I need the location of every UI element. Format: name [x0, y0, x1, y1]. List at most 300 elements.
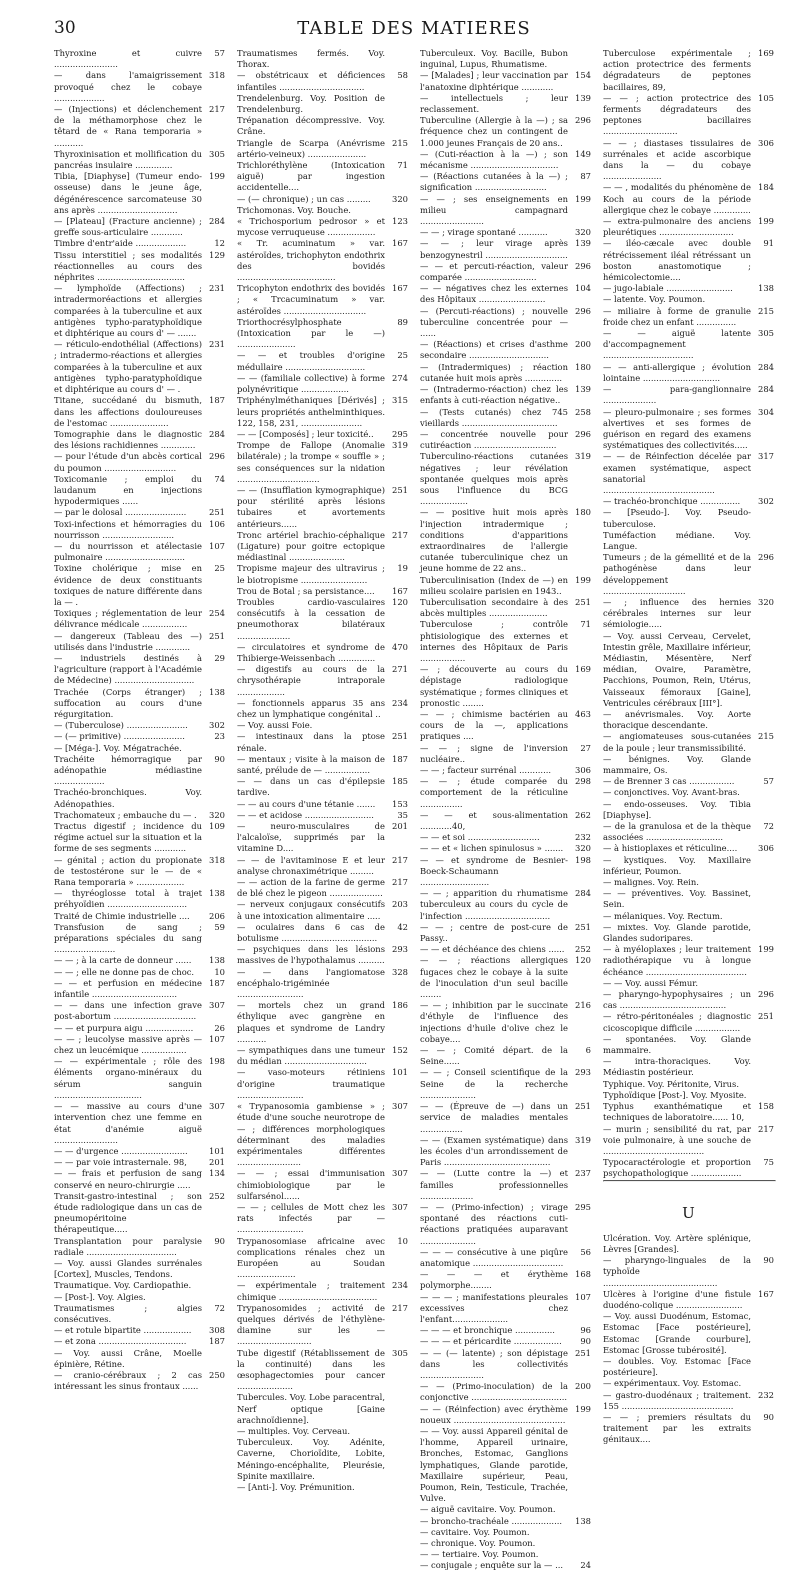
index-entry [237, 194, 408, 205]
index-entry-text: — cranio-cérébraux ; 2 cas intéressant les sinus frontaux ...... [54, 1369, 202, 1392]
index-entry-text: — — [Composés] ; leur toxicité.. [237, 428, 374, 439]
index-entry [237, 1067, 408, 1101]
index-entry [54, 1280, 225, 1291]
index-entry-text: — — Voy. aussi Appareil génital de l'homme, Appareil urinaire, Bronches, Estomac, Ganglions lymphatiques, Glande parotide, Maxillaire supérieur, Peau, Poumon, Rein, Testicule, Trachée, Vulve. [420, 1425, 568, 1504]
index-entry-page: 90 [763, 1411, 774, 1422]
index-entry-text: — — ; action protectrice des ferments dégradateurs des peptones bacillaires ............................ [603, 92, 751, 137]
index-entry-text: — (— primitive) ....................... [54, 731, 185, 742]
index-entry [603, 855, 774, 877]
index-entry [603, 552, 774, 597]
index-entry-page: 90 [214, 753, 225, 764]
index-entry-page: 262 [575, 809, 591, 820]
index-entry [237, 1392, 408, 1426]
index-entry-text: Titane, succédané du bismuth, dans les affections douloureuses de l'estomac ...................... [54, 395, 202, 428]
index-entry-text: — (Percuti-réactions) ; nouvelle tuberculine concentrée pour — ...... [420, 305, 568, 339]
index-entry-text: — psychiques dans les lésions massives de l'hypothalamus .......... [237, 944, 385, 966]
index-entry-page: 139 [575, 92, 591, 103]
index-entry [237, 138, 408, 160]
index-entry-page: 318 [209, 70, 225, 81]
index-entry-text: — — et déchéance des chiens ...... [420, 944, 565, 955]
index-entry-text: — — ; Conseil scientifique de la Seine de la recherche ..................... [420, 1067, 568, 1100]
index-entry-page: 25 [397, 350, 408, 361]
index-entry-text: « Tr. acuminatum » var. astéroïdes, trichophyton endothrix des bovidés ..................................... [237, 238, 385, 283]
index-entry [237, 563, 408, 585]
index-entry-text: Trachée (Corps étranger) ; suffocation au cours d'une régurgitation. [54, 686, 202, 719]
index-entry-text: — (Tests cutanés) chez 745 vieillards .................................... [420, 406, 568, 428]
index-entry-page: 199 [758, 944, 774, 955]
index-entry-text: Tuberculinisation (Index de —) en milieu scolaire parisien en 1943.. [420, 574, 568, 596]
index-entry-page: 154 [575, 70, 591, 81]
index-entry-page: 319 [575, 451, 591, 462]
index-entry-page: 305 [209, 148, 225, 159]
index-entry [420, 149, 591, 171]
index-entry-text: — — expérimentale ; rôle des éléments organo-minéraux du sérum sanguin ................................. [54, 1056, 202, 1100]
index-entry-text: Thyroxinisation et mollification du pancréas insulaire .............. [54, 148, 202, 171]
index-entry-text: — — dans une infection grave post-abortum ............................... [54, 1000, 202, 1022]
index-entry-text: Thyroxine et cuivre ........................ [54, 48, 202, 70]
index-entry-text: — [Méga-]. Voy. Mégatrachée. [54, 742, 182, 753]
index-entry-text: — intra-thoraciques. Voy. Médiastin postérieur. [603, 1056, 751, 1078]
index-entry-text: — oculaires dans 6 cas de botulisme .................................... [237, 921, 385, 944]
index-entry [420, 48, 591, 70]
index-entry-text: — réticulo-endothélial (Affections) ; intradermo-réactions et allergies comparées à la tuberculine et aux antigènes typho-paratyphoïdique et diphtérique au cours d' — . [54, 339, 202, 395]
index-entry-text: — — (Primo-inoculation) de la conjonctive .................................... [420, 1381, 568, 1403]
index-entry-page: 120 [575, 955, 591, 966]
index-entry-text: — — et sous-alimentation ............40, [420, 809, 568, 832]
index-entry [237, 664, 408, 698]
index-entry-text: — concentrée nouvelle pour cutiréaction ............................... [420, 428, 568, 451]
column-4-entries [603, 48, 774, 1180]
index-entry [603, 989, 774, 1011]
index-entry [237, 731, 408, 753]
index-entry [603, 597, 774, 631]
index-entry-page: 296 [575, 260, 591, 271]
index-entry [54, 1292, 225, 1303]
index-entry-text: Tronc artériel brachio-céphalique (Ligature) pour goitre ectopique médiastinal ..................... [237, 529, 385, 563]
index-entry [420, 451, 591, 507]
index-entry-text: — expérimentale ; traitement chimique ..................................... [237, 1280, 385, 1302]
index-entry [420, 922, 591, 944]
index-entry-text: — et zona ................................. [54, 1336, 187, 1347]
index-entry-text: Tube digestif (Rétablissement de la continuité) dans les œsophagectomies pour cancer ..................... [237, 1347, 385, 1392]
index-entry [420, 1045, 591, 1067]
index-entry-text: Transfusion de sang ; préparations spéciales du sang ....................... [54, 921, 202, 955]
index-entry-page: 216 [575, 1000, 591, 1011]
index-entry-page: 27 [580, 742, 591, 753]
index-entry [54, 720, 225, 731]
index-entry [603, 1090, 774, 1101]
index-entry-text: — (— chronique) ; un cas ......... [237, 193, 371, 204]
index-entry-page: 167 [392, 283, 408, 294]
index-column-2 [237, 48, 408, 1492]
index-entry-page: 74 [214, 473, 225, 484]
index-entry [237, 1303, 408, 1348]
index-entry [237, 485, 408, 530]
index-entry [603, 530, 774, 552]
index-entry [603, 306, 774, 328]
index-entry-page: 217 [209, 104, 225, 115]
index-entry-text: — — — et péricardite .................. [420, 1336, 562, 1347]
index-entry-page: 200 [575, 1381, 591, 1392]
index-entry-text: — (Intradermiques) ; réaction cutanée huit mois après .............. [420, 361, 568, 383]
index-entry-page: 254 [209, 608, 225, 619]
index-entry [603, 1356, 774, 1378]
index-entry [603, 631, 774, 709]
index-entry-page: 251 [392, 731, 408, 742]
index-entry [54, 754, 225, 788]
index-entry [237, 283, 408, 317]
index-entry-page: 187 [209, 977, 225, 988]
index-entry [420, 339, 591, 361]
index-entry-page: 185 [392, 776, 408, 787]
index-entry-text: — — — et bronchique ............... [420, 1325, 555, 1336]
index-entry-text: — kystiques. Voy. Maxillaire inférieur, Poumon. [603, 854, 751, 876]
index-entry-page: 25 [214, 563, 225, 574]
index-entry-page: 284 [758, 361, 774, 372]
index-entry-text: « Trichosporium pedrosor » et mycose verruqueuse .................. [237, 216, 385, 238]
index-entry-text: — latente. Voy. Poumon. [603, 294, 706, 305]
index-entry-page: 305 [758, 328, 774, 339]
index-entry-page: 90 [580, 1336, 591, 1347]
index-entry-text: — extra-pulmonaire des anciens pleurétiques ............................ [603, 216, 751, 238]
index-entry [420, 362, 591, 384]
index-entry-page: 203 [392, 899, 408, 910]
index-entry [237, 317, 408, 351]
index-entry-text: — — négatives chez les externes des Hôpitaux ......................... [420, 283, 568, 305]
index-entry-page: 139 [575, 384, 591, 395]
index-entry [603, 709, 774, 731]
index-entry [54, 653, 225, 687]
index-entry-text: Transplantation pour paralysie radiale .................................. [54, 1235, 202, 1257]
index-entry [420, 944, 591, 955]
index-entry [420, 1292, 591, 1326]
index-entry-page: 89 [397, 316, 408, 327]
index-entry [420, 1381, 591, 1403]
index-entry-page: 200 [575, 339, 591, 350]
index-columns [54, 48, 774, 1571]
index-entry-text: — [Malades] ; leur vaccination par l'anatoxine diphtérique ............ [420, 70, 568, 92]
index-entry-text: — [Anti-]. Voy. Prémunition. [237, 1482, 355, 1492]
index-entry-page: 35 [397, 809, 408, 820]
index-entry-page: 152 [392, 1045, 408, 1056]
index-entry [54, 563, 225, 608]
index-entry-text: — digestifs au cours de la chrysothérapie intraporale .................. [237, 664, 385, 697]
index-entry-text: — conjonctives. Voy. Avant-bras. [603, 787, 740, 798]
index-entry [420, 855, 591, 889]
index-entry-page: 187 [209, 1336, 225, 1347]
index-entry [54, 451, 225, 473]
index-entry [54, 250, 225, 284]
index-entry [54, 631, 225, 653]
index-entry [54, 283, 225, 339]
index-entry [54, 1168, 225, 1190]
index-entry-page: 167 [758, 1288, 774, 1299]
index-entry-text: — pharyngo-hypophysaires ; un cas ........................................ [603, 989, 751, 1011]
index-entry [54, 743, 225, 754]
index-entry-page: 138 [209, 686, 225, 697]
index-entry-text: — — ; elle ne donne pas de choc. [54, 966, 195, 977]
index-entry [237, 642, 408, 664]
index-entry [237, 698, 408, 720]
index-entry [603, 978, 774, 989]
index-column-3 [420, 48, 591, 1571]
index-entry-text: — para-ganglionnaire .................... [603, 384, 751, 406]
index-entry-text: — — par voie intrasternale. 98, [54, 1157, 187, 1168]
index-entry-text: — génital ; action du propionate de testostérone sur le — de « Rana temporaria » .................. [54, 854, 202, 888]
index-entry-text: — murin ; sensibilité du rat, par voie pulmonaire, à une souche de ...................................... [603, 1123, 751, 1156]
index-entry [603, 888, 774, 910]
index-entry [237, 944, 408, 966]
index-entry-text: Tuberculose ; contrôle phtisiologique des externes et internes des Hôpitaux de Paris ................. [420, 619, 568, 663]
index-entry-text: — rétro-péritonéales ; diagnostic cicoscopique difficile ................. [603, 1011, 751, 1033]
index-entry-text: Ulcération. Voy. Artère splénique, Lèvres [Grandes]. [603, 1232, 751, 1254]
index-entry-page: 198 [575, 854, 591, 865]
index-entry [420, 765, 591, 776]
index-entry-page: 120 [392, 596, 408, 607]
index-entry [237, 1000, 408, 1045]
index-entry-page: 169 [575, 664, 591, 675]
index-entry [54, 1370, 225, 1392]
index-entry [237, 967, 408, 1001]
index-entry-text: — — ; chimisme bactérien au cours de la —, applications pratiques .... [420, 708, 568, 742]
index-entry [603, 1289, 774, 1311]
index-entry-page: 319 [575, 1134, 591, 1145]
index-column-1 [54, 48, 225, 1392]
index-entry-text: — — ; virage spontané ........... [420, 227, 548, 238]
index-entry-page: 295 [575, 1201, 591, 1212]
index-entry-page: 307 [392, 1201, 408, 1212]
index-entry-text: Tractus digestif ; incidence du régime actuel sur la situation et la forme de ses segments ............ [54, 821, 202, 854]
index-entry [603, 1011, 774, 1033]
index-entry [237, 429, 408, 440]
index-entry [603, 1124, 774, 1158]
index-entry [237, 216, 408, 238]
page-header [54, 14, 774, 48]
index-entry-page: 91 [763, 238, 774, 249]
index-entry-text: — — aiguë latente d'accompagnement .................................. [603, 328, 751, 361]
index-entry [603, 328, 774, 362]
index-entry-page: 215 [758, 731, 774, 742]
index-entry-page: 302 [758, 496, 774, 507]
index-entry [603, 1255, 774, 1289]
index-entry-text: — de Brenner 3 cas ................. [603, 776, 735, 787]
index-entry-text: — — (Épreuve de —) dans un service de maladies mentales ................ [420, 1101, 568, 1134]
index-entry-text: Trichloréthylène (Intoxication aiguë) par ingestion accidentelle.... [237, 160, 385, 193]
index-entry [420, 93, 591, 115]
index-entry-text: Tuberculisation secondaire à des abcès multiples ...................... [420, 596, 568, 619]
index-entry-text: — neuro-musculaires de l'alcaloïse, supprimés par la vitamine D.... [237, 821, 385, 854]
index-entry-page: 305 [392, 1347, 408, 1358]
index-entry [54, 104, 225, 149]
index-entry-page: 258 [575, 406, 591, 417]
index-entry [603, 787, 774, 798]
index-entry [237, 1236, 408, 1281]
index-entry [420, 1516, 591, 1527]
index-entry-page: 251 [575, 1101, 591, 1112]
index-entry-page: 293 [575, 1067, 591, 1078]
index-entry-page: 199 [758, 216, 774, 227]
index-entry-text: « Trypanosomia gambiense » ; étude d'une souche neurotrope de — ; différences morphologiques déterminant des maladies expérimentales différentes ........................ [237, 1101, 385, 1168]
index-entry [603, 138, 774, 183]
index-entry [420, 227, 591, 238]
index-entry-text: — — (Primo-infection) ; virage spontané des réactions cuti-réactions pratiquées auparavant ..................... [420, 1201, 568, 1246]
index-entry [54, 821, 225, 855]
index-entry-page: 199 [575, 193, 591, 204]
index-entry-text: — vaso-moteurs rétiniens d'origine traumatique ......................... [237, 1067, 385, 1100]
index-entry-page: 237 [575, 1168, 591, 1179]
index-entry-text: — — action de la farine de germe de blé chez le pigeon .................... [237, 877, 385, 899]
index-entry [54, 519, 225, 541]
index-entry-page: 215 [392, 137, 408, 148]
index-entry-page: 320 [392, 193, 408, 204]
index-entry-text: Toxiques ; réglementation de leur délivrance médicale ................. [54, 608, 202, 630]
index-entry-text: — mentaux ; visite à la maison de santé, prélude de — ................. [237, 753, 385, 775]
index-entry-page: 187 [392, 753, 408, 764]
index-entry-text: — conjugale ; enquête sur la — ... [420, 1560, 564, 1571]
index-entry [54, 541, 225, 563]
index-entry [54, 238, 225, 249]
index-entry-page: 315 [392, 395, 408, 406]
index-entry [420, 1202, 591, 1247]
index-entry [54, 922, 225, 956]
index-entry-text: — dans l'amaigrissement provoqué chez le cobaye ................... [54, 70, 202, 103]
index-entry-text: — pharyngo-linguales de la typhoïde ........................................... [603, 1255, 751, 1288]
index-entry-text: — (Injections) et déclenchement de la méthamorphose chez le têtard de « Rana temporaria » ........... [54, 104, 202, 148]
index-entry-page: 293 [392, 944, 408, 955]
index-entry-text: — (Intradermo-réaction) chez les enfants à cuti-réaction négative.. [420, 384, 568, 406]
index-entry-text: — — (Réinfection) avec érythème noueux .......................................... [420, 1403, 568, 1425]
index-entry-text: — — et perfusion en médecine infantile ................................ [54, 977, 202, 1000]
index-entry-page: 149 [575, 148, 591, 159]
index-entry-text: Troubles cardio-vasculaires consécutifs à la cessation de pneumothorax bilatéraux .................... [237, 596, 385, 641]
index-entry [237, 395, 408, 429]
index-entry-page: 298 [575, 776, 591, 787]
index-entry [420, 597, 591, 619]
index-entry [54, 507, 225, 518]
index-entry-page: 215 [758, 305, 774, 316]
index-entry-text: Triangle de Scarpa (Anévrisme artério-veineux) ...................... [237, 137, 385, 159]
index-entry-page: 104 [575, 283, 591, 294]
index-entry-text: Trompe de Fallope (Anomalie bilatérale) ; la trompe « souffle » ; ses conséquences sur la nidation ............................... [237, 440, 385, 484]
index-entry [420, 261, 591, 283]
index-entry [54, 1157, 225, 1168]
index-entry [603, 944, 774, 978]
index-entry-text: — [Post-]. Voy. Algies. [54, 1291, 146, 1302]
index-entry [420, 664, 591, 709]
index-entry-text: — et rotule bipartite .................. [54, 1325, 192, 1336]
index-entry-text: — — ; premiers résultats du traitement par les extraits génitaux.... [603, 1411, 751, 1445]
index-entry-text: — (Cuti-réaction à la —) ; son mécanisme ................................. [420, 148, 568, 171]
index-entry-text: — iléo-cæcale avec double rétrécissement iléal rétréssant un boston anastomotique ; hémicolectomie.... [603, 238, 751, 283]
index-entry-text: — jugo-labiale ......................... [603, 283, 733, 294]
index-entry-page: 463 [575, 708, 591, 719]
index-entry [420, 743, 591, 765]
index-entry-text: — malignes. Voy. Rein. [603, 877, 699, 888]
index-entry [420, 1000, 591, 1045]
index-entry-page: 250 [209, 1369, 225, 1380]
index-entry [54, 967, 225, 978]
index-entry [603, 283, 774, 294]
index-entry-text: Trachéo-bronchiques. Voy. Adénopathies. [54, 787, 202, 809]
index-entry [420, 1404, 591, 1426]
index-entry-page: 169 [758, 48, 774, 58]
index-entry [420, 115, 591, 149]
index-entry-text: Trou de Botal ; sa persistance.... [237, 585, 375, 596]
index-entry-page: 296 [758, 552, 774, 563]
index-entry [420, 1325, 591, 1336]
index-entry [603, 294, 774, 305]
index-entry [420, 1247, 591, 1269]
index-entry-text: — — ; leucolyse massive après — chez un leucémique ................. [54, 1033, 202, 1056]
index-entry-page: 138 [758, 283, 774, 294]
index-entry-page: 198 [209, 1056, 225, 1067]
index-entry-page: 251 [209, 507, 225, 518]
index-entry-text: — Voy. aussi Glandes surrénales [Cortex], Muscles, Tendons. [54, 1257, 202, 1280]
index-entry [420, 955, 591, 1000]
index-entry [420, 194, 591, 228]
index-entry [420, 619, 591, 664]
index-entry-text: — — d'urgence ......................... [54, 1145, 188, 1156]
index-entry-page: 134 [209, 1168, 225, 1179]
index-entry [54, 1258, 225, 1280]
index-entry-page: 107 [575, 1291, 591, 1302]
index-entry-text: — gastro-duodénaux ; traitement. 155 .......................................... [603, 1389, 751, 1411]
index-entry-text: Ulcères à l'origine d'une fistule duodéno-colique ......................... [603, 1288, 751, 1310]
index-entry-text: — — (Lutte contre la —) et familles professionnelles .................... [420, 1168, 568, 1201]
index-entry [420, 407, 591, 429]
index-entry [237, 70, 408, 92]
index-entry-page: 167 [392, 585, 408, 596]
index-entry-page: 304 [758, 406, 774, 417]
index-entry-page: 271 [392, 664, 408, 675]
index-entry-text: Tricophyton endothrix des bovidés ; « Trcacuminatum » var. astéroïdes ............................... [237, 283, 385, 316]
index-entry [420, 1336, 591, 1347]
index-entry-page: 90 [214, 1235, 225, 1246]
index-entry-text: — — ; signe de l'inversion nucléaire.. [420, 742, 568, 764]
index-entry [54, 810, 225, 821]
index-entry-text: Trypanosomides ; activité de quelques dérivés de l'éthylène-diamine sur les — ............................ [237, 1302, 385, 1347]
index-entry [54, 1034, 225, 1056]
section-u-entries [603, 1233, 774, 1446]
index-entry-text: — — — consécutive à une piqûre anatomique .................................. [420, 1246, 568, 1268]
index-entry-page: 138 [209, 955, 225, 966]
index-entry-text: — trachéo-bronchique ............... [603, 496, 741, 507]
index-entry-page: 252 [209, 1190, 225, 1201]
index-entry-text: — — préventives. Voy. Bassinet, Sein. [603, 888, 751, 910]
index-entry-text: — — ; réactions allergiques fugaces chez le cobaye à la suite de l'inoculation d'un seul bacille ........ [420, 955, 568, 1000]
index-entry-text: — — ; facteur surrénal ............ [420, 765, 552, 775]
index-entry-text: — miliaire à forme de granulie froide chez un enfant ............... [603, 305, 751, 327]
index-entry-text: Typhique. Voy. Péritonite, Virus. [603, 1078, 740, 1089]
index-entry-page: 284 [575, 888, 591, 899]
index-entry-page: 58 [397, 70, 408, 81]
index-entry-text: — ; découverte au cours du dépistage radiologique systématique ; formes cliniques et pronostic ........ [420, 664, 568, 708]
index-entry-text: — endo-osseuses. Voy. Tibia [Diaphyse]. [603, 798, 751, 820]
index-entry [420, 283, 591, 305]
index-entry-page: 138 [209, 888, 225, 899]
index-entry-page: 206 [209, 910, 225, 921]
index-entry-text: — — (Examen systématique) dans les écoles d'un arrondissement de Paris ........................................ [420, 1134, 568, 1168]
index-entry-page: 109 [209, 821, 225, 832]
index-entry-page: 307 [209, 1000, 225, 1011]
index-entry-text: Trypanosomiase africaine avec complications rénales chez un Européen au Soudan ...................... [237, 1235, 385, 1280]
index-entry-text: Tuméfaction médiane. Voy. Langue. [603, 529, 751, 551]
index-entry [237, 93, 408, 115]
index-entry-text: Transit-gastro-intestinal ; son étude radiologique dans un cas de pneumopéritoine thérapeutique..... [54, 1190, 202, 1235]
index-entry [237, 160, 408, 194]
index-entry [237, 1437, 408, 1482]
index-entry [237, 1482, 408, 1493]
